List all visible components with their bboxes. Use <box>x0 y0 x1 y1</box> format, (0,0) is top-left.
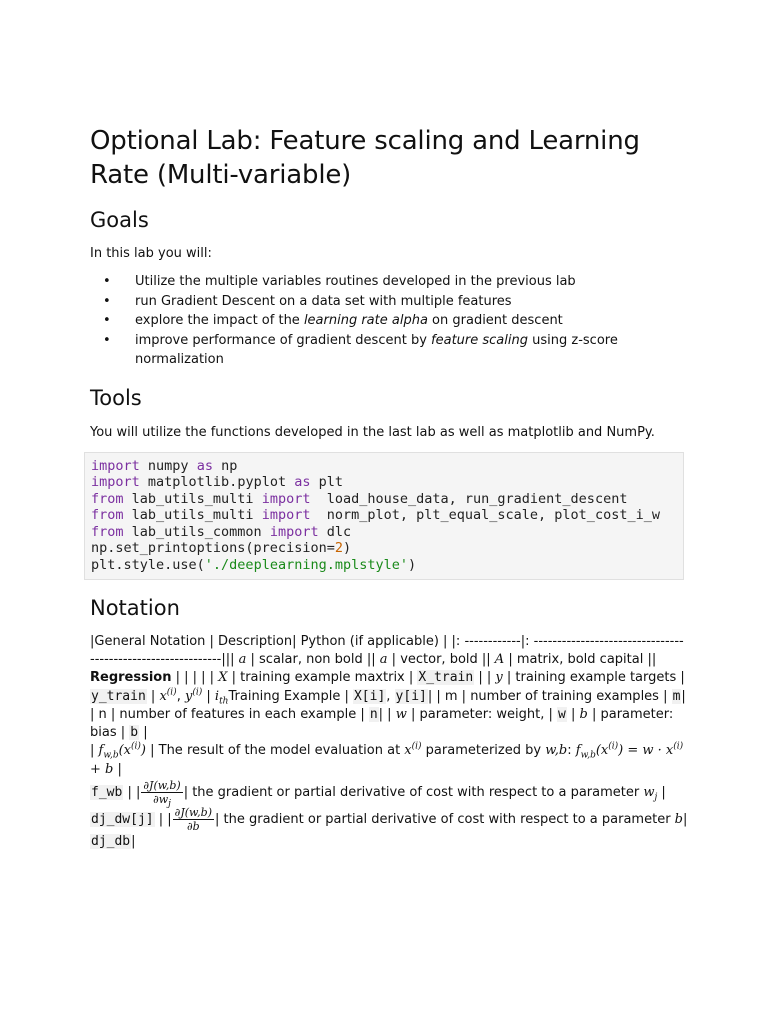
list-item: • run Gradient Descent on a data set with multiple features <box>103 293 512 309</box>
notation-text: |General Notation | Description| Python (if applicable) | |: ------------|: ------------------------------------------------------------||| a | scalar, non bold || a | vector, bold || A | matrix, bold capital || Regression | | | | | X | training example maxtrix | X_train | | y | training example targets | y_train | $x^{(i)}$, $y^{(i)}$ | $i_{th}Training$ Example | X[i], y[i]| | m | number of training examples | m| | n | number of features in each example | n| | w | parameter: weight, | w | b | parameter: bias | b | | $f_{w,b}(x^{(i)})$ | The result of the model evaluation at $x^{(i)}$ parameterized by w,b: $f_{w,b}(x^{(i)}) = w \cdot x^{(i)} + b$ | f_wb | | $\frac{\partial J(w,b)}{\partial w_j}$ | the gradient or partial derivative of cost with respect to a parameter $w_j$ | dj_dw[j] | | $\frac{\partial J(w,b)}{\partial b}$ | the gradient or partial derivative of cost with respect to a parameter b| dj_db| <box>90 633 688 850</box>
notebook-content <box>90 124 688 851</box>
notation-heading: Notation <box>90 595 180 620</box>
code-cell[interactable]: import numpy as np import matplotlib.pyplot as plt from lab_utils_multi import load_house_data, run_gradient_descent from lab_utils_multi import norm_plot, plt_equal_scale, plot_cost_i_w from lab_utils_common import dlc np.set_printoptions(precision=2) plt.style.use('./deeplearning.mplstyle') <box>84 452 684 580</box>
list-item: • improve performance of gradient descent by feature scaling using z-score normalization <box>103 332 618 367</box>
page-title: Optional Lab: Feature scaling and Learning Rate (Multi-variable) <box>90 126 640 190</box>
goals-list <box>90 272 688 370</box>
tools-heading: Tools <box>90 385 142 410</box>
list-item: • Utilize the multiple variables routines developed in the previous lab <box>103 274 576 289</box>
goals-intro: In this lab you will: <box>90 246 212 261</box>
list-item: • explore the impact of the learning rate alpha on gradient descent <box>103 313 563 328</box>
tools-text: You will utilize the functions developed in the last lab as well as matplotlib and NumPy. <box>90 424 655 440</box>
goals-heading: Goals <box>90 208 149 232</box>
